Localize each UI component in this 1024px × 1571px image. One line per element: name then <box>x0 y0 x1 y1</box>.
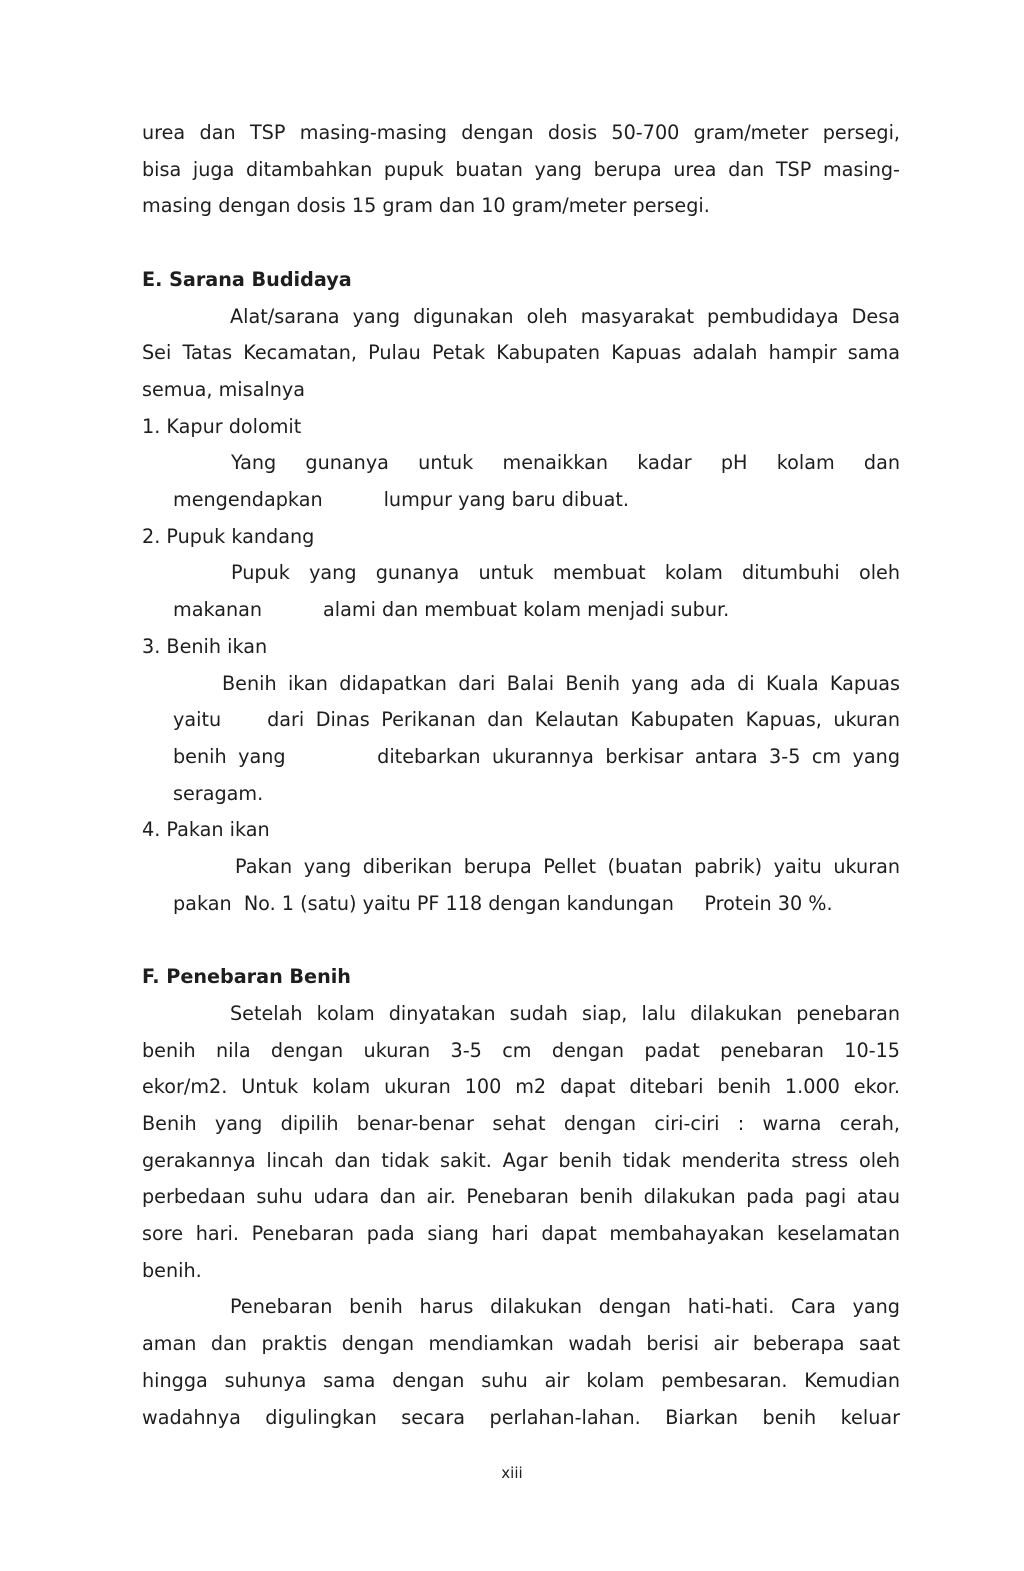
list-item-line: mengendapkan lumpur yang baru dibuat. <box>173 488 629 512</box>
section-f-para2-line: aman dan praktis dengan mendiamkan wadah berisi air beberapa saat <box>142 1332 900 1356</box>
section-f-para2-line: hingga suhunya sama dengan suhu air kolam pembesaran. Kemudian <box>142 1368 900 1392</box>
list-item-line: yaitu dari Dinas Perikanan dan Kelautan Kabupaten Kapuas, ukuran <box>173 708 900 732</box>
section-f-para1-line: perbedaan suhu udara dan air. Penebaran benih dilakukan pada pagi atau <box>142 1185 900 1209</box>
section-f-para1-line: benih nila dengan ukuran 3-5 cm dengan padat penebaran 10-15 <box>142 1038 900 1062</box>
section-f-para1-line: gerakannya lincah dan tidak sakit. Agar benih tidak menderita stress oleh <box>142 1148 900 1172</box>
list-item-line: seragam. <box>173 781 264 805</box>
section-f-heading: F. Penebaran Benih <box>142 965 351 989</box>
section-f-para2-line: wadahnya digulingkan secara perlahan-lahan. Biarkan benih keluar <box>142 1405 900 1429</box>
list-item-body <box>142 849 900 922</box>
intro-line-3: masing dengan dosis 15 gram dan 10 gram/meter persegi. <box>142 194 710 218</box>
list-item-title: 4. Pakan ikan <box>142 818 270 842</box>
list-item-line: Yang gunanya untuk menaikkan kadar pH kolam dan <box>231 451 900 475</box>
section-e-line-2: Sei Tatas Kecamatan, Pulau Petak Kabupaten Kapuas adalah hampir sama <box>142 341 900 365</box>
list-item-title: 2. Pupuk kandang <box>142 524 315 548</box>
list-item-line: makanan alami dan membuat kolam menjadi subur. <box>173 598 730 622</box>
intro-line-1: urea dan TSP masing-masing dengan dosis 50-700 gram/meter persegi, <box>142 121 900 144</box>
section-f-para1-line: sore hari. Penebaran pada siang hari dapat membahayakan keselamatan <box>142 1222 900 1246</box>
list-item-title: 1. Kapur dolomit <box>142 414 302 438</box>
section-f-para1-line: Setelah kolam dinyatakan sudah siap, lalu dilakukan penebaran <box>230 1001 900 1025</box>
list-item-line: Pupuk yang gunanya untuk membuat kolam ditumbuhi oleh <box>231 561 900 585</box>
list-item-body <box>142 666 900 813</box>
list-item-line: Benih ikan didapatkan dari Balai Benih yang ada di Kuala Kapuas <box>222 671 900 695</box>
section-f-para1-line: benih. <box>142 1258 202 1282</box>
intro-line-2: bisa juga ditambahkan pupuk buatan yang berupa urea dan TSP masing- <box>142 157 900 181</box>
list-item-line: pakan No. 1 (satu) yaitu PF 118 dengan kandungan Protein 30 %. <box>173 891 833 915</box>
page-number: xiii <box>501 1464 523 1482</box>
page-content <box>142 115 900 1436</box>
section-e-line-3: semua, misalnya <box>142 377 305 401</box>
list-item-line: Pakan yang diberikan berupa Pellet (buatan pabrik) yaitu ukuran <box>235 855 900 879</box>
list-item-line: benih yang ditebarkan ukurannya berkisar antara 3-5 cm yang <box>173 744 900 768</box>
section-e-heading: E. Sarana Budidaya <box>142 267 352 291</box>
section-e-line-1: Alat/sarana yang digunakan oleh masyarakat pembudidaya Desa <box>230 304 900 328</box>
list-item-body <box>142 445 900 518</box>
list-item-title: 3. Benih ikan <box>142 634 268 658</box>
section-f-para1-line: Benih yang dipilih benar-benar sehat dengan ciri-ciri : warna cerah, <box>142 1111 900 1135</box>
list-item-body <box>142 555 900 628</box>
section-f-para2-line: Penebaran benih harus dilakukan dengan hati-hati. Cara yang <box>230 1295 900 1319</box>
section-f-para1-line: ekor/m2. Untuk kolam ukuran 100 m2 dapat ditebari benih 1.000 ekor. <box>142 1075 900 1099</box>
